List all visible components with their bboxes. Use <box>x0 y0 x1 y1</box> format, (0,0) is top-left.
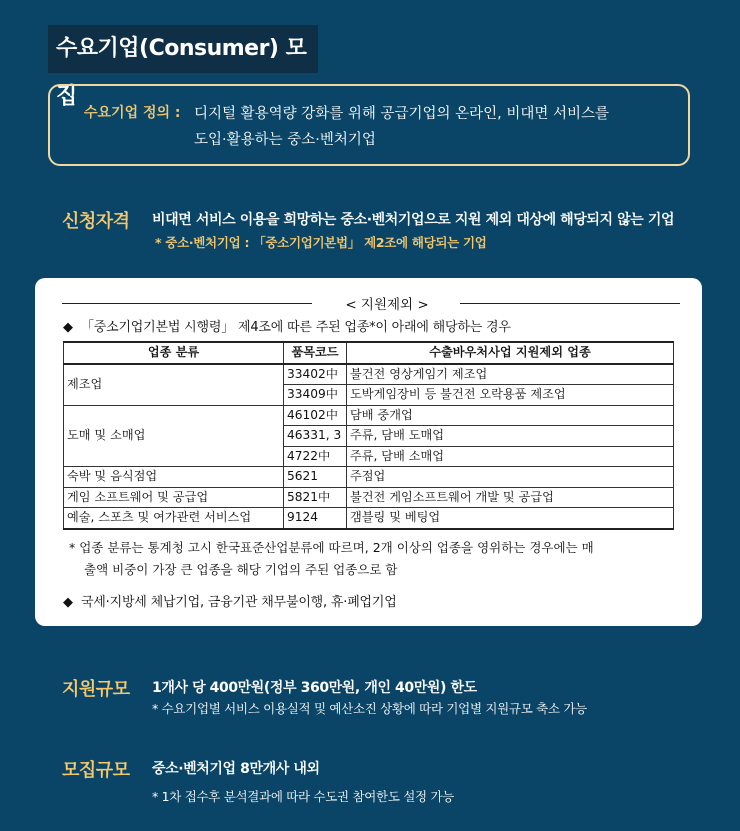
diamond-bullet-icon: ◆ <box>63 595 73 610</box>
exclusion-title: < 지원제외 > <box>345 297 429 313</box>
code-cell: 33409中 <box>284 385 347 406</box>
definition-box <box>48 84 690 166</box>
exclusion-item-1 <box>63 316 511 335</box>
page-title: 수요기업(Consumer) 모집 <box>48 25 318 73</box>
code-cell: 46331, 3 <box>284 426 347 447</box>
definition-label: 수요기업 정의 : <box>84 105 181 121</box>
code-cell: 5621 <box>284 467 347 488</box>
recruit-scale-text: 중소·벤처기업 8만개사 내외 <box>152 761 320 777</box>
definition-line-1: 디지털 활용역량 강화를 위해 공급기업의 온라인, 비대면 서비스를 <box>194 106 610 122</box>
support-scale-heading: 지원규모 <box>62 679 130 700</box>
table-row <box>64 467 674 488</box>
code-cell: 9124 <box>284 508 347 529</box>
footnote-line-1: * 업종 분류는 통계청 고시 한국표준산업분류에 따르며, 2개 이상의 업종을 영위하는 경우에는 매 <box>69 540 594 555</box>
table-row <box>64 508 674 529</box>
category-cell: 도매 및 소매업 <box>64 405 284 467</box>
exclusion-item-2 <box>63 591 397 610</box>
table-row <box>64 364 674 385</box>
title-rule-left <box>62 303 312 304</box>
column-header: 업종 분류 <box>64 342 284 364</box>
desc-cell: 주류, 담배 도매업 <box>347 426 674 447</box>
column-header: 수출바우처사업 지원제외 업종 <box>347 342 674 364</box>
column-header: 품목코드 <box>284 342 347 364</box>
recruit-scale-note: * 1차 접수후 분석결과에 따라 수도권 참여한도 설정 가능 <box>152 789 455 804</box>
desc-cell: 갬블링 및 베팅업 <box>347 508 674 529</box>
category-cell: 제조업 <box>64 364 284 406</box>
desc-cell: 불건전 영상게임기 제조업 <box>347 364 674 385</box>
desc-cell: 불건전 게임소프트웨어 개발 및 공급업 <box>347 487 674 508</box>
eligibility-text: 비대면 서비스 이용을 희망하는 중소·벤처기업으로 지원 제외 대상에 해당되지 않는 기업 <box>152 212 675 228</box>
category-cell: 게임 소프트웨어 및 공급업 <box>64 487 284 508</box>
recruit-scale-heading: 모집규모 <box>62 760 130 781</box>
exclusion-card <box>35 278 702 626</box>
desc-cell: 주점업 <box>347 467 674 488</box>
code-cell: 4722中 <box>284 446 347 467</box>
table-row <box>64 487 674 508</box>
desc-cell: 담배 중개업 <box>347 405 674 426</box>
exclusion-footnote <box>69 537 679 581</box>
footnote-line-2: 출액 비중이 가장 큰 업종을 해당 기업의 주된 업종으로 함 <box>84 562 398 577</box>
support-scale-text: 1개사 당 400만원(정부 360만원, 개인 40만원) 한도 <box>152 680 477 696</box>
title-rule-right <box>460 303 680 304</box>
code-cell: 46102中 <box>284 405 347 426</box>
desc-cell: 도박게임장비 등 불건전 오락용품 제조업 <box>347 385 674 406</box>
exclusion-item-1-text: 「중소기업기본법 시행령」 제4조에 따른 주된 업종*이 아래에 해당하는 경우 <box>80 320 511 335</box>
eligibility-note: * 중소·벤처기업 : 「중소기업기본법」 제2조에 해당되는 기업 <box>155 235 487 250</box>
code-cell: 5821中 <box>284 487 347 508</box>
category-cell: 예술, 스포츠 및 여가관련 서비스업 <box>64 508 284 529</box>
desc-cell: 주류, 담배 소매업 <box>347 446 674 467</box>
eligibility-heading: 신청자격 <box>62 211 130 232</box>
exclusion-table <box>63 341 674 530</box>
support-scale-note: * 수요기업별 서비스 이용실적 및 예산소진 상황에 따라 기업별 지원규모 축소 가능 <box>152 701 587 716</box>
table-row <box>64 405 674 426</box>
definition-line-2: 도입·활용하는 중소·벤처기업 <box>194 132 376 148</box>
exclusion-item-2-text: 국세·지방세 체납기업, 금융기관 채무불이행, 휴·폐업기업 <box>80 595 397 610</box>
exclusion-title-row <box>62 293 680 313</box>
code-cell: 33402中 <box>284 364 347 385</box>
table-header-row <box>64 342 674 364</box>
category-cell: 숙박 및 음식점업 <box>64 467 284 488</box>
diamond-bullet-icon: ◆ <box>63 320 73 335</box>
